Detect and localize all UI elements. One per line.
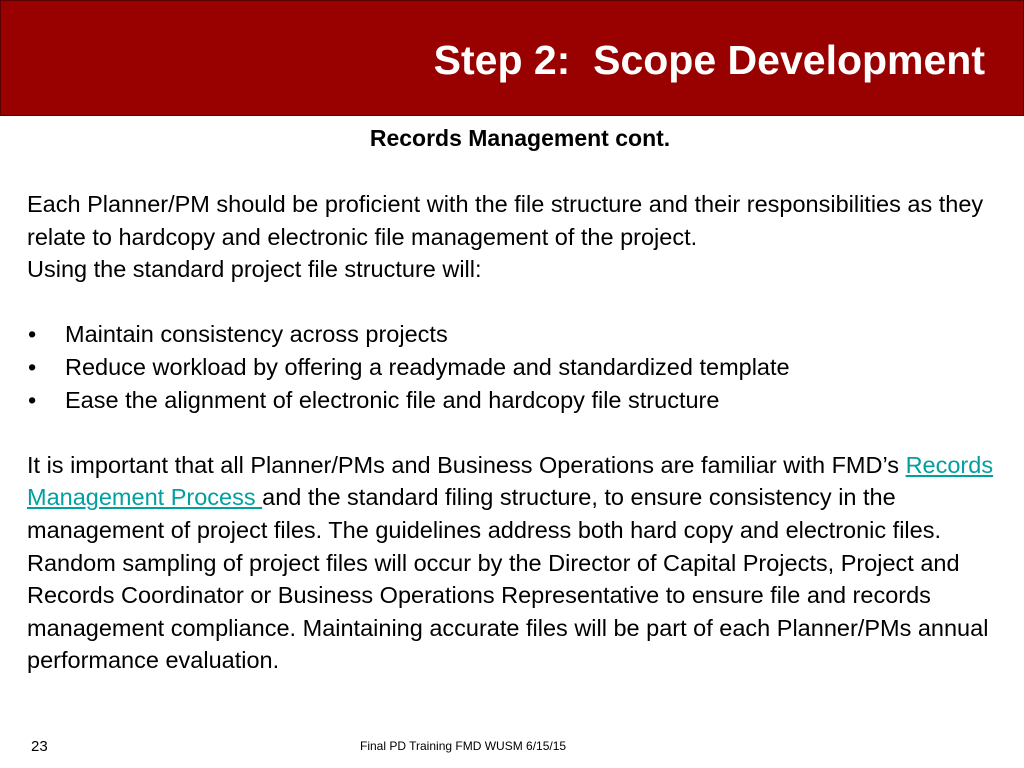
bullet-item	[27, 351, 1017, 384]
records-management-process-link[interactable]: Records Management Process	[27, 451, 994, 511]
intro-lead-in: Using the standard project file structure will:	[27, 256, 482, 283]
closing-text-before-link: It is important that all Planner/PMs and Business Operations are familiar with FMD’s	[27, 451, 906, 478]
bullet-text: Reduce workload by offering a readymade and standardized template	[65, 353, 790, 380]
closing-paragraph	[27, 449, 1017, 677]
slide-subtitle: Records Management cont.	[369, 125, 671, 151]
bullet-item	[27, 318, 1017, 351]
bullet-item	[27, 384, 1017, 417]
footer-text: Final PD Training FMD WUSM 6/15/15	[360, 739, 567, 753]
bullet-text: Maintain consistency across projects	[65, 321, 448, 348]
intro-paragraph: Each Planner/PM should be proficient with the file structure and their responsibilities as they relate to hardcopy and electronic file management of the project.	[27, 191, 984, 250]
bullet-list	[27, 318, 1017, 416]
bullet-icon: •	[28, 353, 37, 380]
closing-text-after-link: and the standard filing structure, to ensure consistency in the management of project files. The guidelines address both hard copy and electronic files. Random sampling of project files will occur by the Director of Capital Projects, Project and Records Coordinator or Business Operations Representative to ensure file and records management compliance. Maintaining accurate files will be part of each Planner/PMs annual performance evaluation.	[27, 484, 989, 674]
bullet-text: Ease the alignment of electronic file and hardcopy file structure	[65, 386, 720, 413]
title-bar	[0, 0, 1024, 116]
slide-body	[27, 188, 1017, 677]
bullet-icon: •	[28, 321, 37, 348]
bullet-icon: •	[28, 386, 37, 413]
spacer	[27, 286, 1017, 319]
slide-title: Step 2: Scope Development	[433, 37, 985, 83]
page-number: 23	[31, 738, 48, 755]
spacer	[27, 416, 1017, 449]
